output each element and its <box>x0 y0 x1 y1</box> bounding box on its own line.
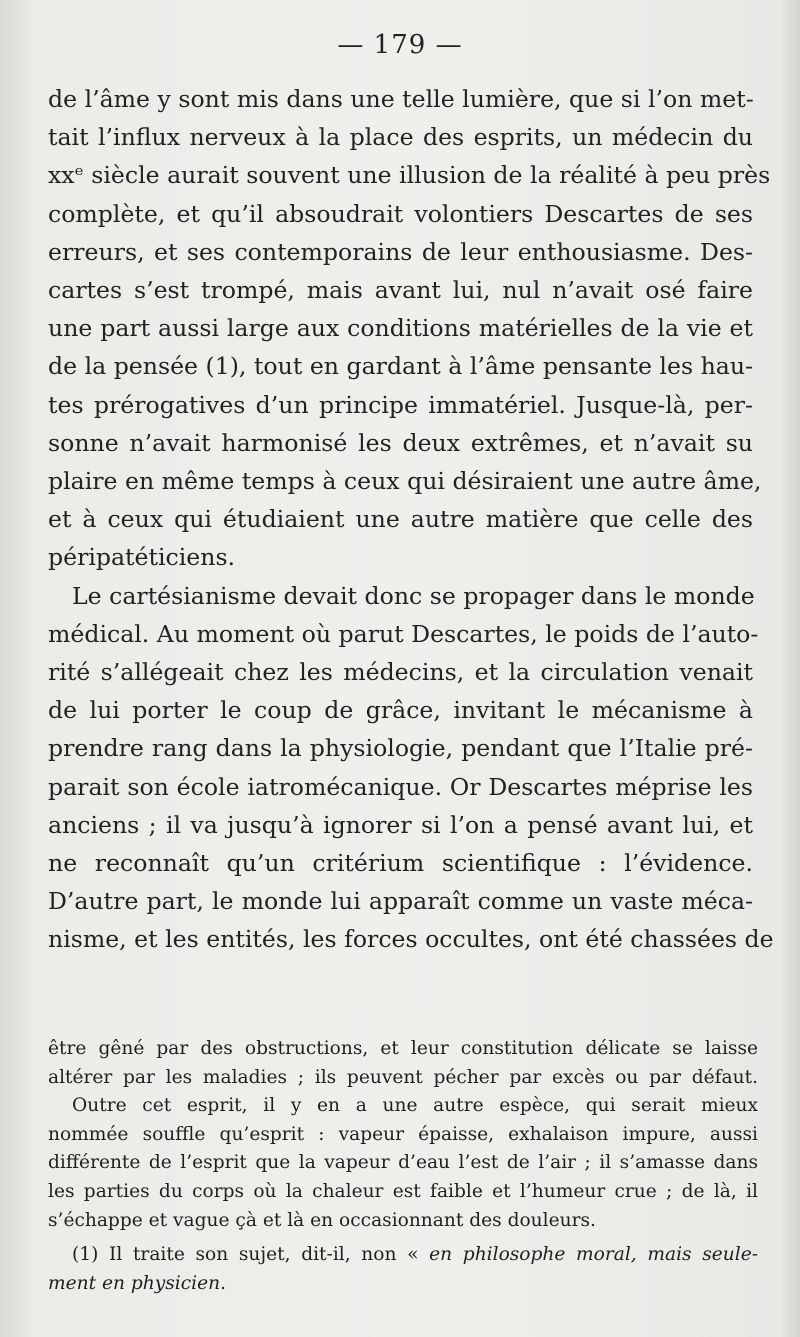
body-line: parait son école iatromécanique. Or Descartes méprise les <box>48 772 753 801</box>
main-text <box>48 80 774 959</box>
footnote-1-quote-part2: ment en physicien <box>48 1272 221 1294</box>
body-line: tes prérogatives d’un principe immatériel. Jusque-là, per- <box>48 390 753 419</box>
body-line: ne reconnaît qu’un critérium scientifique : l’évidence. <box>48 849 753 878</box>
body-line: erreurs, et ses contemporains de leur enthousiasme. Des- <box>48 237 753 266</box>
body-line: et à ceux qui étudiaient une autre matière que celle des <box>48 505 753 534</box>
body-line: de la pensée (1), tout en gardant à l’âme pensante les hau- <box>48 352 753 381</box>
page-number: — 179 — <box>337 30 463 60</box>
body-line: de l’âme y sont mis dans une telle lumière, que si l’on met- <box>48 85 754 113</box>
body-line: cartes s’est trompé, mais avant lui, nul n’avait osé faire <box>48 276 753 305</box>
footnote-1-quote-part1: en philosophe moral, mais seule- <box>429 1244 759 1266</box>
body-line: D’autre part, le monde lui apparaît comme un vaste méca- <box>48 887 753 916</box>
footnote-line: différente de l’esprit que la vapeur d’eau l’est de l’air ; il s’amasse dans <box>48 1152 758 1174</box>
body-line: nisme, et les entités, les forces occultes, ont été chassées de <box>48 925 774 954</box>
body-line: xxᵉ siècle aurait souvent une illusion de la réalité à peu près <box>48 161 771 190</box>
body-line: médical. Au moment où parut Descartes, le poids de l’auto- <box>48 619 759 648</box>
paragraph-start-line: Le cartésianisme devait donc se propager dans le monde <box>72 581 755 610</box>
footnote-1-prefix: (1) Il traite son sujet, dit-il, non « <box>72 1244 430 1266</box>
footnote-line: altérer par les maladies ; ils peuvent pécher par excès ou par défaut. <box>48 1066 758 1088</box>
body-line: une part aussi large aux conditions matérielles de la vie et <box>48 314 753 343</box>
footnotes <box>48 1035 758 1298</box>
body-line: complète, et qu’il absoudrait volontiers Descartes de ses <box>48 199 753 228</box>
body-line: rité s’allégeait chez les médecins, et la circulation venait <box>48 658 753 687</box>
body-line: sonne n’avait harmonisé les deux extrêmes, et n’avait su <box>48 428 753 457</box>
body-line: de lui porter le coup de grâce, invitant le mécanisme à <box>48 696 753 725</box>
body-line: plaire en même temps à ceux qui désiraient une autre âme, <box>48 467 762 496</box>
footnote-line: être gêné par des obstructions, et leur constitution délicate se laisse <box>48 1038 758 1059</box>
footnote-line: Outre cet esprit, il y en a une autre espèce, qui serait mieux <box>72 1095 758 1117</box>
footnote-1 <box>48 1241 758 1270</box>
footnote-line: nommée souffle qu’esprit : vapeur épaisse, exhalaison impure, aussi <box>48 1123 758 1145</box>
footnote-1-suffix: . <box>220 1272 227 1294</box>
footnote-line: s’échappe et vague çà et là en occasionnant des douleurs. <box>48 1209 596 1231</box>
footnote-line: les parties du corps où la chaleur est faible et l’humeur crue ; de là, il <box>48 1180 758 1202</box>
body-line: péripatéticiens. <box>48 543 236 572</box>
body-line: prendre rang dans la physiologie, pendant que l’Italie pré- <box>48 734 753 763</box>
footnote-1-continuation <box>48 1270 758 1299</box>
body-line: anciens ; il va jusqu’à ignorer si l’on a pensé avant lui, et <box>48 810 753 839</box>
body-line: tait l’influx nerveux à la place des esprits, un médecin du <box>48 123 753 152</box>
